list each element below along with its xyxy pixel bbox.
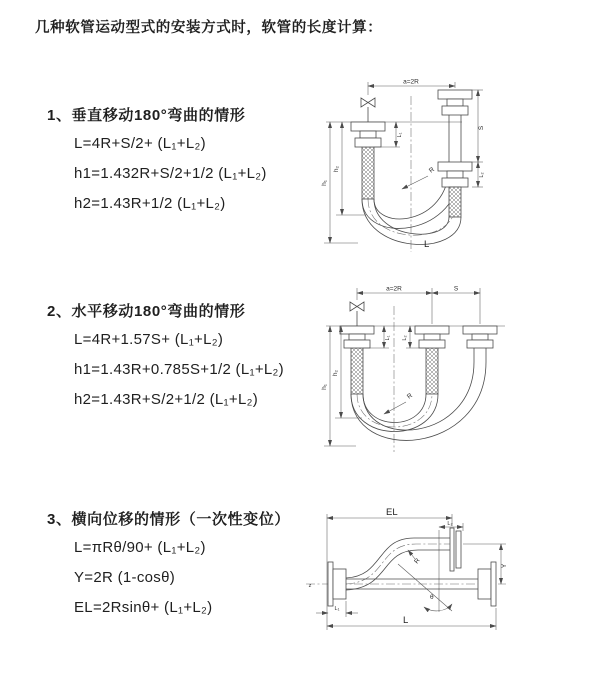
dim-label-h2: h₂ <box>332 369 339 377</box>
section-1-formula-L: L=4R+S/2+ (L₁+L₂) <box>74 135 206 152</box>
dim-label-h2: h₂ <box>333 165 340 173</box>
dim-label-l1: L₁ <box>334 606 340 612</box>
dim-label-a2r: a=2R <box>386 285 402 293</box>
construction-lines <box>398 530 452 612</box>
section-3-heading: 3、横向位移的情形（一次性变位） <box>47 511 290 528</box>
dim-label-l2: L₂ <box>402 335 408 341</box>
dim-label-a2r: a=2R <box>403 78 419 86</box>
dim-label-s: S <box>453 285 459 293</box>
section-3-formula-EL: EL=2Rsinθ+ (L₁+L₂) <box>74 599 213 616</box>
right-flange <box>478 562 496 606</box>
section-1-formula-h2: h2=1.43R+1/2 (L₁+L₂) <box>74 195 226 212</box>
dim-label-l2: L₂ <box>479 172 485 178</box>
section-1-formula-h1: h1=1.432R+S/2+1/2 (L₁+L₂) <box>74 165 267 182</box>
section-2-formula-h1: h1=1.43R+0.785S+1/2 (L₁+L₂) <box>74 361 284 378</box>
valve-icon <box>361 98 375 107</box>
page-title: 几种软管运动型式的安装方式时，软管的长度计算： <box>35 20 383 36</box>
diagram-vertical-180-bend <box>310 76 578 256</box>
upper-flange <box>450 528 461 571</box>
section-2-formula-h2: h2=1.43R+S/2+1/2 (L₁+L₂) <box>74 391 259 408</box>
dim-label-l1: L₁ <box>397 132 403 138</box>
dim-label-l: L <box>424 239 430 250</box>
hose-arcs <box>351 362 486 440</box>
dim-label-s: S <box>478 125 485 131</box>
right-pipe-assembly <box>463 326 497 362</box>
section-1-heading: 1、垂直移动180°弯曲的情形 <box>47 107 246 124</box>
section-3-formula-L: L=πRθ/90+ (L₁+L₂) <box>74 539 206 556</box>
dim-label-h1: h₁ <box>321 384 328 390</box>
dimensions <box>309 507 508 630</box>
section-3-formula-Y: Y=2R (1-cosθ) <box>74 569 176 586</box>
right-pipe-assembly <box>438 90 472 217</box>
centerline-break-mark: z <box>308 583 312 589</box>
diagram-horizontal-180-bend <box>310 282 578 460</box>
dim-label-l: L <box>403 615 409 626</box>
diagram-lateral-displacement <box>300 500 512 640</box>
dim-label-theta: θ <box>430 594 434 601</box>
dim-label-el: EL <box>386 507 398 518</box>
dim-label-r: R <box>427 166 436 175</box>
left-flange <box>328 562 346 606</box>
valve-icon <box>350 302 364 311</box>
dim-label-l2: L₂ <box>447 521 453 527</box>
middle-pipe-assembly <box>415 326 449 394</box>
dim-label-l1: L₁ <box>385 335 391 341</box>
dim-label-y: Y <box>501 563 508 569</box>
section-2-formula-L: L=4R+1.57S+ (L₁+L₂) <box>74 331 224 348</box>
dim-label-r: R <box>413 557 422 566</box>
section-2-heading: 2、水平移动180°弯曲的情形 <box>47 303 246 320</box>
dim-label-r: R <box>405 392 414 401</box>
dim-label-h1: h₁ <box>321 180 328 186</box>
